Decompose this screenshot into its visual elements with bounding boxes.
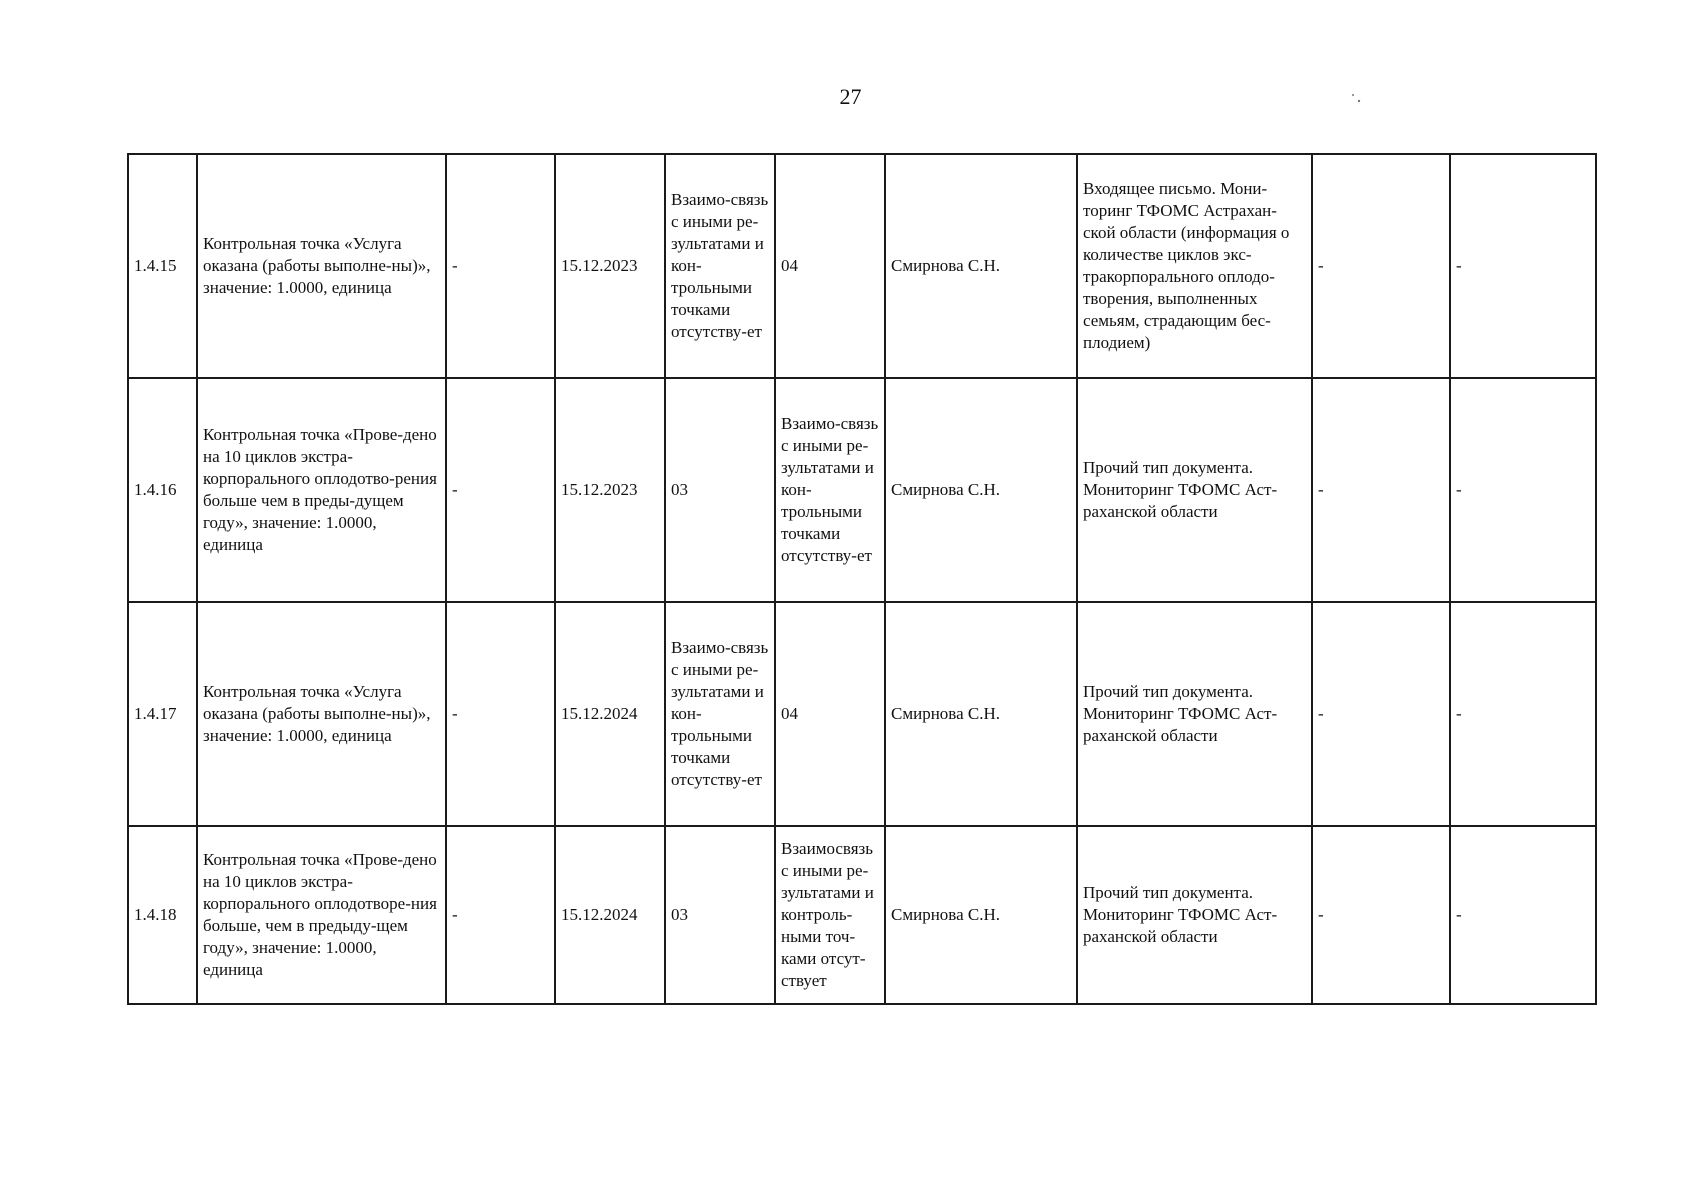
control-point-name: Контрольная точка «Услуга оказана (работы выполне-ны)», значение: 1.0000, единица	[197, 602, 446, 826]
due-date: 15.12.2023	[555, 154, 665, 378]
control-point-name: Контрольная точка «Услуга оказана (работы выполне-ны)», значение: 1.0000, единица	[197, 154, 446, 378]
responsible-person: Смирнова С.Н.	[885, 378, 1077, 602]
row-id: 1.4.15	[128, 154, 197, 378]
control-points-table	[127, 153, 1597, 1005]
scan-speck-icon	[1350, 92, 1364, 106]
code-cell: 04	[775, 602, 885, 826]
code-cell: 03	[665, 826, 775, 1004]
row-id: 1.4.17	[128, 602, 197, 826]
code-cell: 03	[665, 378, 775, 602]
due-date: 15.12.2023	[555, 378, 665, 602]
table-row	[128, 826, 1596, 1004]
responsible-person: Смирнова С.Н.	[885, 154, 1077, 378]
relation-note: Взаимосвязь с иными ре-зультатами и контроль-ными точ-ками отсут-ствует	[775, 826, 885, 1004]
table-row	[128, 602, 1596, 826]
document-type: Входящее письмо. Мони-торинг ТФОМС Астрахан-ской области (информация о количестве циклов экс-тракорпорального оплодо-творения, выполненных семьям, страдающим бес-плодием)	[1077, 154, 1312, 378]
control-point-name: Контрольная точка «Прове-дено на 10 циклов экстра-корпорального оплодотво-рения больше чем в преды-дущем году», значение: 1.0000, единица	[197, 378, 446, 602]
relation-note: Взаимо-связь с иными ре-зультатами и кон-трольными точками отсутству-ет	[665, 154, 775, 378]
control-point-name: Контрольная точка «Прове-дено на 10 циклов экстра-корпорального оплодотворе-ния больше, чем в предыду-щем году», значение: 1.0000, единица	[197, 826, 446, 1004]
code-cell: 04	[775, 154, 885, 378]
cell-dash: -	[446, 378, 555, 602]
cell-dash: -	[1312, 602, 1450, 826]
cell-dash: -	[1312, 826, 1450, 1004]
cell-dash: -	[1450, 378, 1596, 602]
page-number: 27	[839, 84, 862, 109]
responsible-person: Смирнова С.Н.	[885, 826, 1077, 1004]
document-type: Прочий тип документа. Мониторинг ТФОМС Аст-раханской области	[1077, 602, 1312, 826]
cell-dash: -	[446, 602, 555, 826]
relation-note: Взаимо-связь с иными ре-зультатами и кон-трольными точками отсутству-ет	[665, 602, 775, 826]
cell-dash: -	[1450, 154, 1596, 378]
cell-dash: -	[446, 154, 555, 378]
due-date: 15.12.2024	[555, 826, 665, 1004]
cell-dash: -	[446, 826, 555, 1004]
row-id: 1.4.18	[128, 826, 197, 1004]
document-type: Прочий тип документа. Мониторинг ТФОМС Аст-раханской области	[1077, 826, 1312, 1004]
document-type: Прочий тип документа. Мониторинг ТФОМС Аст-раханской области	[1077, 378, 1312, 602]
cell-dash: -	[1312, 154, 1450, 378]
row-id: 1.4.16	[128, 378, 197, 602]
cell-dash: -	[1312, 378, 1450, 602]
due-date: 15.12.2024	[555, 602, 665, 826]
relation-note: Взаимо-связь с иными ре-зультатами и кон-трольными точками отсутству-ет	[775, 378, 885, 602]
table-row	[128, 154, 1596, 378]
cell-dash: -	[1450, 602, 1596, 826]
responsible-person: Смирнова С.Н.	[885, 602, 1077, 826]
table-row	[128, 378, 1596, 602]
cell-dash: -	[1450, 826, 1596, 1004]
